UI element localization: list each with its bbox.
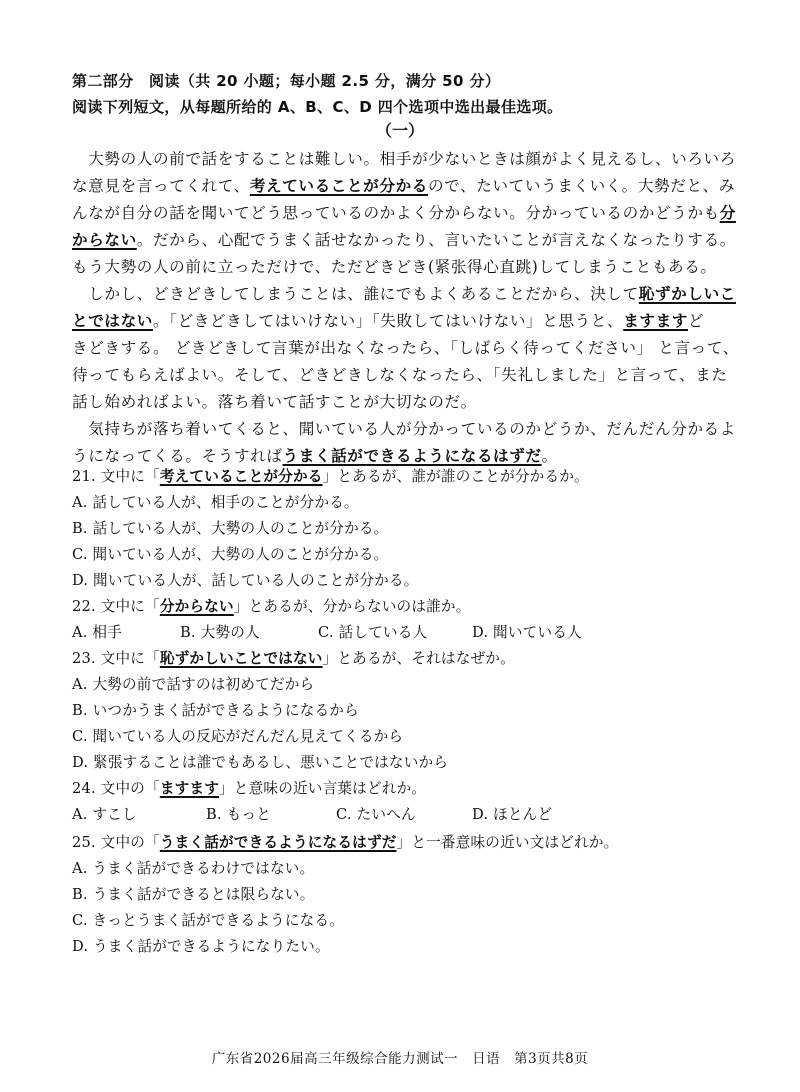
question-stem: 23. 文中に「恥ずかしいことではない」とあるが、それはなぜか。 (72, 650, 515, 667)
option-b[interactable]: B. 大勢の人 (180, 624, 260, 641)
passage-line: うになってくる。そうすればうまく話ができるようになるはずだ。 (72, 446, 558, 465)
question-stem: 24. 文中の「ますます」と意味の近い言葉はどれか。 (72, 780, 427, 797)
option-a[interactable]: A. 相手 (72, 624, 123, 641)
option-d[interactable]: D. 聞いている人 (472, 624, 582, 641)
option-d[interactable]: D. ほとんど (472, 806, 553, 823)
options-row (72, 802, 772, 828)
option-a[interactable]: A. 大勢の前で話すのは初めてだから (72, 676, 315, 693)
option-b[interactable]: B. うまく話ができるとは限らない。 (72, 886, 315, 903)
options-row (72, 620, 772, 646)
underlined-phrase: 分 (719, 203, 736, 222)
passage-line: きどきする。 どきどきして言葉が出なくなったら、「しばらく待ってください」 と言って、 (72, 339, 739, 357)
underlined-phrase: 考えていることが分かる (249, 176, 428, 195)
underlined-phrase: とではない (72, 311, 153, 330)
option-a[interactable]: A. 話している人が、相手のことが分かる。 (72, 494, 359, 511)
option-d[interactable]: D. うまく話ができるようになりたい。 (72, 938, 330, 955)
option-b[interactable]: B. 話している人が、大勢の人のことが分かる。 (72, 520, 389, 537)
option-a[interactable]: A. すこし (72, 806, 137, 823)
option-d[interactable]: D. 聞いている人が、話している人のことが分かる。 (72, 572, 419, 589)
passage-line: からない。だから、心配でうまく話せなかったり、言いたいことが言えなくなったりする。 (72, 230, 736, 249)
option-a[interactable]: A. うまく話ができるわけではない。 (72, 860, 315, 877)
option-c[interactable]: C. 話している人 (318, 624, 428, 641)
underlined-phrase: ますます (623, 311, 688, 330)
passage-line: 気持ちが落ち着いてくると、聞いている人が分かっているのかどうか、だんだん分かるよ (72, 420, 736, 438)
option-c[interactable]: C. 聞いている人の反応がだんだん見えてくるから (72, 728, 404, 745)
underlined-phrase: からない (72, 230, 137, 249)
passage-line: しかし、どきどきしてしまうことは、誰にでもよくあることだから、決して恥ずかしいこ (72, 284, 736, 303)
passage-line: 話し始めればよい。落ち着いて話すことが大切なのだ。 (72, 393, 477, 411)
section-title: 第二部分 阅读（共 20 小题；每小题 2.5 分，满分 50 分） (72, 72, 501, 90)
question-stem: 25. 文中の「うまく話ができるようになるはずだ」と一番意味の近い文はどれか。 (72, 834, 619, 851)
passage-line: な意見を言ってくれて、考えていることが分かるので、たいていうまくいく。大勢だと、み (72, 176, 736, 195)
question-stem: 21. 文中に「考えていることが分かる」とあるが、誰が誰のことが分かるか。 (72, 468, 589, 485)
passage-number: （一） (375, 121, 424, 140)
passage-line: とではない。「どきどきしてはいけない」「失敗してはいけない」と思うと、ますますど (72, 311, 705, 330)
passage-line: んなが自分の話を聞いてどう思っているのかよく分からない。分かっているのかどうかも分 (72, 203, 736, 222)
passage-line: 待ってもらえばよい。そして、どきどきしなくなったら、「失礼しました」と言って、また (72, 366, 728, 384)
underlined-phrase: うまく話ができるようになるはずだ (282, 446, 542, 465)
option-c[interactable]: C. 聞いている人が、大勢の人のことが分かる。 (72, 546, 389, 563)
option-b[interactable]: B. いつかうまく話ができるようになるから (72, 702, 359, 719)
page-footer: 广东省2026届高三年级综合能力测试一 日语 第3页共8页 (211, 1051, 589, 1067)
underlined-phrase: 恥ずかしいこ (638, 284, 736, 303)
question-stem: 22. 文中に「分からない」とあるが、分からないのは誰か。 (72, 598, 471, 615)
option-c[interactable]: C. きっとうまく話ができるようになる。 (72, 912, 345, 929)
passage-line: もう大勢の人の前に立っただけで、ただどきどき(紧张得心直跳)してしまうこともある。 (72, 258, 717, 276)
instruction: 阅读下列短文，从每题所给的 A、B、C、D 四个选项中选出最佳选项。 (72, 98, 563, 116)
option-c[interactable]: C. たいへん (336, 806, 416, 823)
option-b[interactable]: B. もっと (206, 806, 271, 823)
passage-line: 大勢の人の前で話をすることは難しい。相手が少ないときは顔がよく見えるし、いろいろ (72, 150, 736, 168)
option-d[interactable]: D. 緊張することは誰でもあるし、悪いことではないから (72, 754, 449, 771)
